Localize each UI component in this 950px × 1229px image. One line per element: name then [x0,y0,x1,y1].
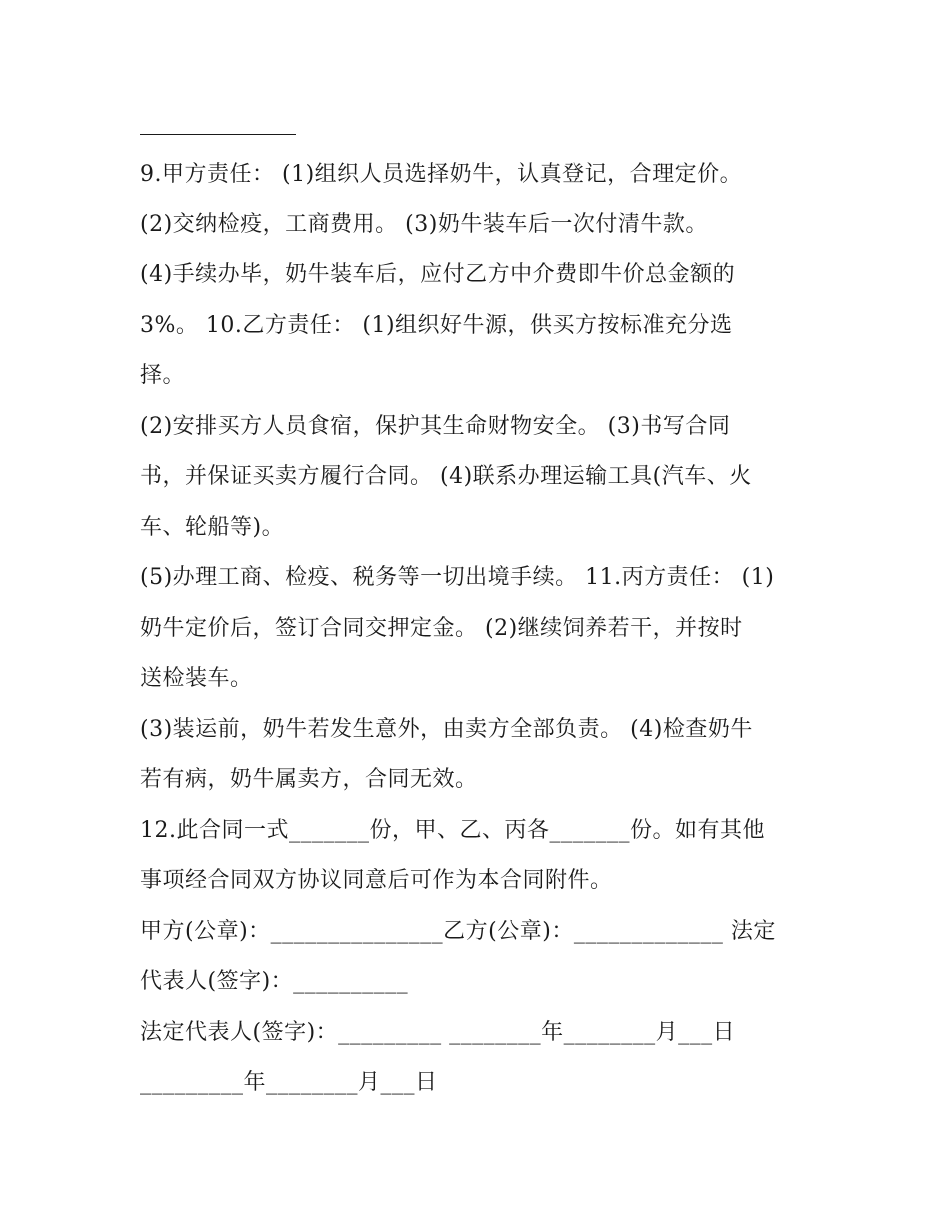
text-line-5: 择。 [140,363,186,388]
text-line-11: 送检装车。 [140,666,253,691]
top-divider-line [140,134,296,135]
text-line-4: 3%。 10.乙方责任： (1)组织好牛源，供买方按标准充分选 [140,313,733,338]
text-line-16: 甲方(公章)：_______________乙方(公章)：_____________ 法定 [140,919,776,944]
text-line-1: 9.甲方责任： (1)组织人员选择奶牛，认真登记，合理定价。 [140,162,743,187]
text-line-8: 车、轮船等)。 [140,515,285,540]
text-line-3: (4)手续办毕，奶牛装车后，应付乙方中介费即牛价总金额的 [140,262,736,287]
text-line-19: _________年________月___日 [140,1070,438,1095]
text-line-17: 代表人(签字)：__________ [140,969,409,994]
text-line-12: (3)装运前，奶牛若发生意外，由卖方全部负责。 (4)检查奶牛 [140,717,753,742]
text-line-6: (2)安排买方人员食宿，保护其生命财物安全。 (3)书写合同 [140,414,731,439]
text-line-14: 12.此合同一式_______份，甲、乙、丙各_______份。如有其他 [140,818,765,843]
text-line-10: 奶牛定价后，签订合同交押定金。 (2)继续饲养若干，并按时 [140,616,743,641]
text-line-7: 书，并保证买卖方履行合同。 (4)联系办理运输工具(汽车、火 [140,464,752,489]
text-line-9: (5)办理工商、检疫、税务等一切出境手续。 11.丙方责任： (1) [140,565,775,590]
text-line-18: 法定代表人(签字)：_________ ________年________月___日 [140,1020,736,1045]
text-line-15: 事项经合同双方协议同意后可作为本合同附件。 [140,868,613,893]
text-line-13: 若有病，奶牛属卖方，合同无效。 [140,767,478,792]
text-line-2: (2)交纳检疫，工商费用。 (3)奶牛装车后一次付清牛款。 [140,212,708,237]
